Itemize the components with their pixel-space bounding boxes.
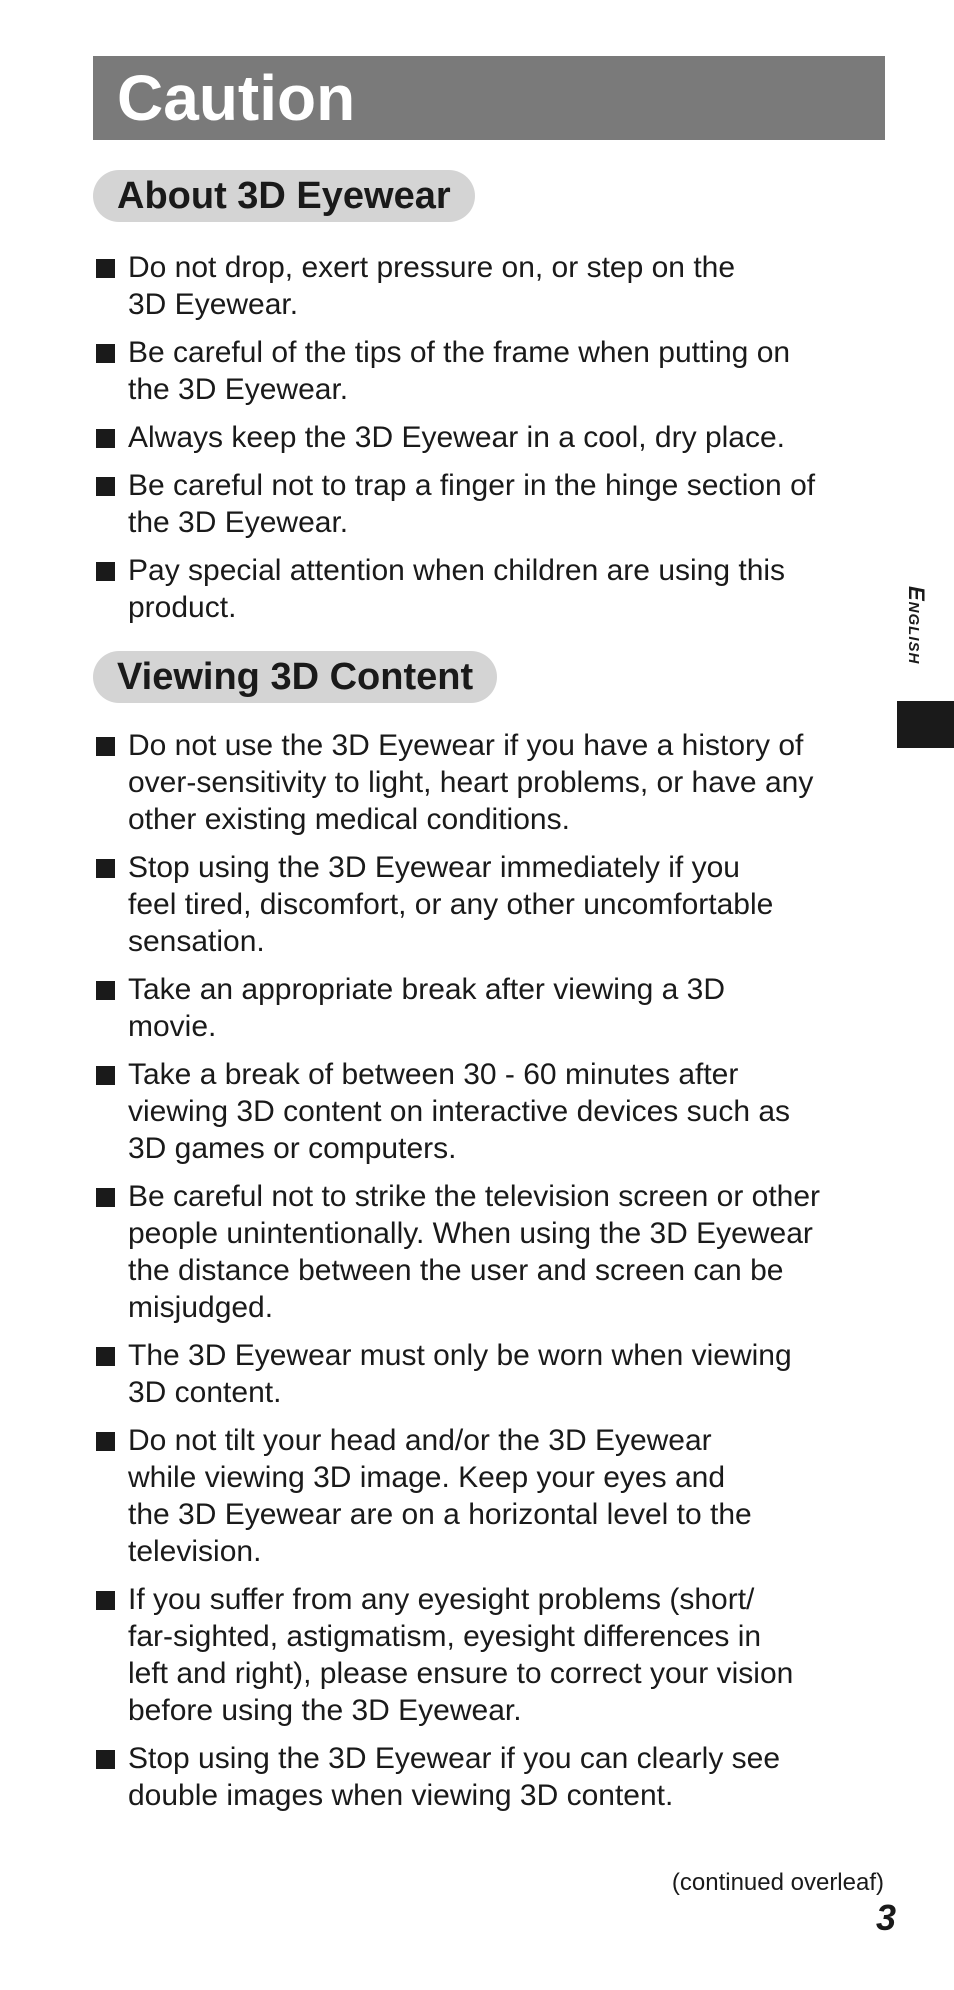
caution-banner <box>93 56 885 140</box>
list-item: The 3D Eyewear must only be worn when viewing 3D content. <box>96 1337 896 1411</box>
list-item: Do not use the 3D Eyewear if you have a history of over-sensitivity to light, heart problems, or have any other existing medical conditions. <box>96 727 896 838</box>
about-3d-eyewear-list <box>96 249 896 637</box>
list-item: Pay special attention when children are using this product. <box>96 552 896 626</box>
page-title: Caution <box>117 62 356 134</box>
language-label: English <box>904 586 929 665</box>
section-title-viewing-3d-content: Viewing 3D Content <box>93 651 497 703</box>
list-item: Be careful not to trap a finger in the hinge section of the 3D Eyewear. <box>96 467 896 541</box>
list-item: Take an appropriate break after viewing a 3D movie. <box>96 971 896 1045</box>
list-item: Do not tilt your head and/or the 3D Eyewear while viewing 3D image. Keep your eyes and the 3D Eyewear are on a horizontal level to the television. <box>96 1422 896 1570</box>
language-side-tab <box>896 586 936 690</box>
list-item: Always keep the 3D Eyewear in a cool, dry place. <box>96 419 896 456</box>
viewing-3d-content-list <box>96 727 896 1825</box>
section-title-about-3d-eyewear: About 3D Eyewear <box>93 170 475 222</box>
list-item: If you suffer from any eyesight problems (short/ far-sighted, astigmatism, eyesight differences in left and right), please ensure to correct your vision before using the 3D Eyewear. <box>96 1581 896 1729</box>
list-item: Be careful not to strike the television screen or other people unintentionally. When using the 3D Eyewear the distance between the user and screen can be misjudged. <box>96 1178 896 1326</box>
continued-note: (continued overleaf) <box>671 1869 884 1896</box>
page-number: 3 <box>875 1897 896 1938</box>
list-item: Take a break of between 30 - 60 minutes after viewing 3D content on interactive devices such as 3D games or computers. <box>96 1056 896 1167</box>
list-item: Stop using the 3D Eyewear if you can clearly see double images when viewing 3D content. <box>96 1740 896 1814</box>
language-tab-marker <box>897 701 954 748</box>
list-item: Do not drop, exert pressure on, or step on the 3D Eyewear. <box>96 249 896 323</box>
list-item: Stop using the 3D Eyewear immediately if you feel tired, discomfort, or any other uncomfortable sensation. <box>96 849 896 960</box>
list-item: Be careful of the tips of the frame when putting on the 3D Eyewear. <box>96 334 896 408</box>
